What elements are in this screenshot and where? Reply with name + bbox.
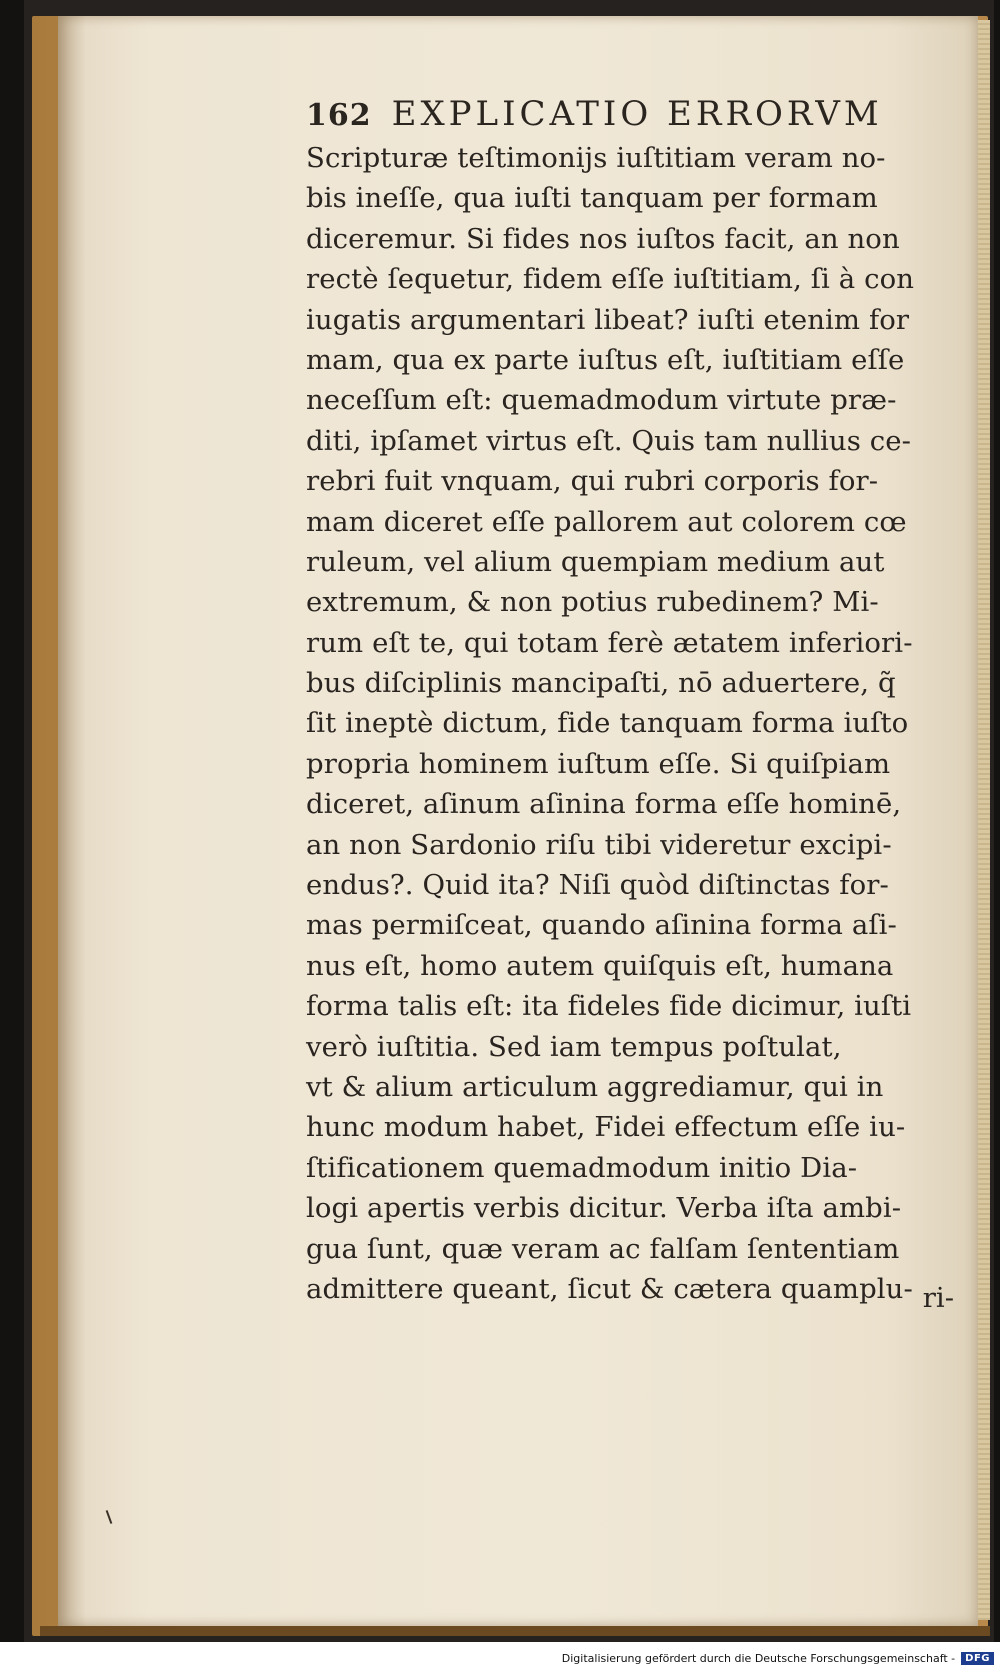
text-line: mas permiſceat, quando aſinina forma aſi- [306,909,897,942]
funding-credit: Digitalisierung gefördert durch die Deutsche Forschungsgemeinschaft - [561,1652,956,1665]
text-line: ſit ineptè dictum, fide tanquam forma iuſto [306,707,909,740]
text-line: nus eſt, homo autem quiſquis eſt, humana [306,949,894,982]
text-line: rum eſt te, qui totam ferè ætatem inferiori- [306,626,913,659]
text-line: propria hominem iuſtum eſſe. Si quiſpiam [306,747,891,780]
gutter-shadow [58,16,86,1626]
text-line: iugatis argumentari libeat? iuſti etenim for [306,303,910,336]
bottom-edge [40,1626,990,1636]
text-line: verò iuſtitia. Sed iam tempus poſtulat, [306,1030,842,1063]
text-line: endus?. Quid ita? Niſi quòd diſtinctas for- [306,869,889,902]
page-header [306,94,946,138]
text-line: ſtificationem quemadmodum initio Dia- [306,1151,858,1184]
text-line: admittere queant, ſicut & cætera quamplu- [306,1272,913,1305]
text-line: hunc modum habet, Fidei effectum eſſe iu- [306,1111,906,1144]
text-line: mam, qua ex parte iuſtus eſt, iuſtitiam eſſe [306,343,905,376]
text-line: logi apertis verbis dicitur. Verba iſta ambi- [306,1192,902,1225]
text-line: Scripturæ teſtimonijs iuſtitiam veram no- [306,142,886,174]
text-line: forma talis eſt: ita fideles fide dicimur, iuſti [306,990,912,1023]
catchword: ri- [922,1282,954,1314]
body-text [306,138,954,1309]
page-number: 162 [306,98,372,133]
text-line: neceſſum eſt: quemadmodum virtute præ- [306,384,897,417]
text-line: diceret, aſinum aſinina forma eſſe hominē, [306,788,902,821]
text-line: gua ſunt, quæ veram ac falſam ſententiam [306,1232,900,1265]
text-line: diti, ipſamet virtus eſt. Quis tam nullius ce- [306,424,912,457]
text-line: bus diſciplinis mancipaſti, nō aduertere, q̃ [306,667,896,700]
text-line: bis ineſſe, qua iuſti tanquam per formam [306,182,878,215]
running-head: EXPLICATIO ERRORVM [391,94,883,134]
text-line: extremum, & non potius rubedinem? Mi- [306,586,879,619]
text-line: diceremur. Si fides nos iuſtos facit, an non [306,222,900,255]
digitization-footer [0,1646,1000,1671]
text-line: vt & alium articulum aggrediamur, qui in [306,1070,884,1103]
fore-edge [978,20,990,1620]
text-line: ruleum, vel alium quempiam medium aut [306,545,885,578]
text-line: mam diceret eſſe pallorem aut colorem cœ [306,505,907,538]
text-line: an non Sardonio riſu tibi videretur excipi- [306,828,892,861]
text-line: rebri fuit vnquam, qui rubri corporis for- [306,465,879,498]
dfg-logo: DFG [961,1652,994,1665]
text-line: rectè ſequetur, fidem eſſe iuſtitiam, ſi à con [306,263,915,296]
catchword-row [306,1278,954,1318]
